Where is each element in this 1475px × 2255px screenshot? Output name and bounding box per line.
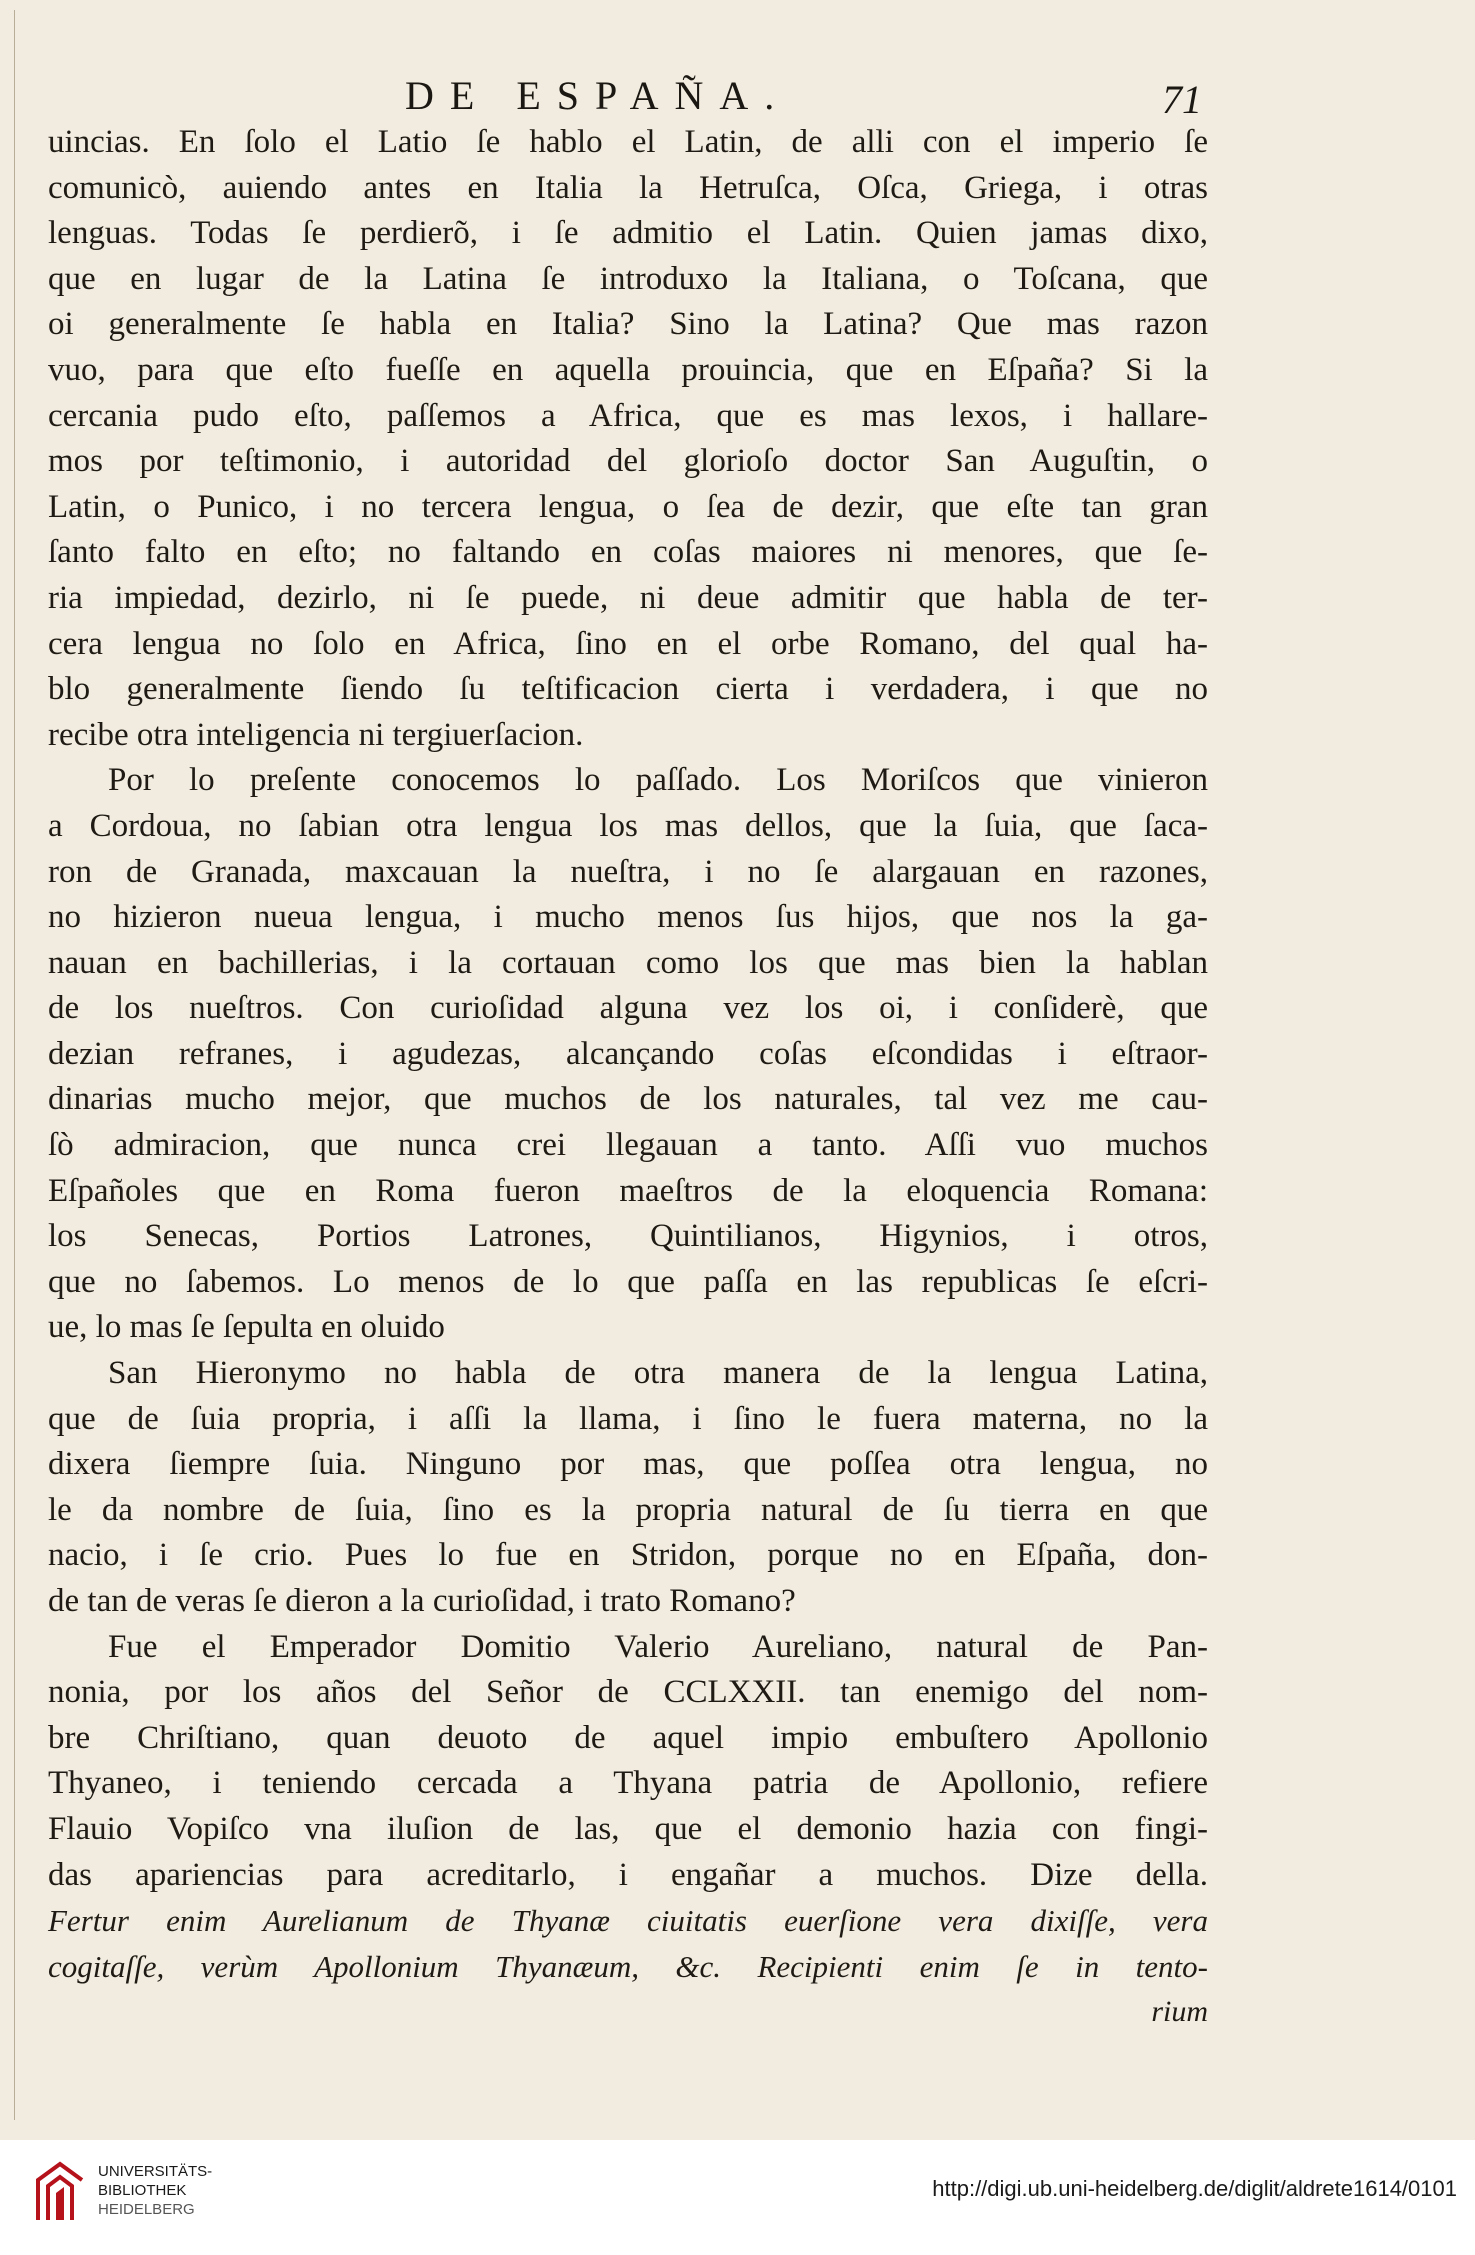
text-line: Fue el Emperador Domitio Valerio Aureliano, natural de Pan- [108, 1628, 1208, 1665]
page-number: 71 [1162, 77, 1202, 122]
text-line: blo generalmente ſiendo ſu teſtificacion cierta i verdadera, i que no [48, 671, 1208, 708]
text-line: de tan de veras ſe dieron a la curioſidad, i trato Romano? [48, 1583, 796, 1619]
text-line: los Senecas, Portios Latrones, Quintilianos, Higynios, i otros, [48, 1218, 1208, 1255]
text-line: le da nombre de ſuia, ſino es la propria natural de ſu tierra en que [48, 1491, 1208, 1528]
text-line: mos por teſtimonio, i autoridad del glorioſo doctor San Auguſtin, o [48, 443, 1208, 480]
text-line: que de ſuia propria, i aſſi la llama, i ſino le fuera materna, no la [48, 1400, 1208, 1437]
text-line: lenguas. Todas ſe perdierõ, i ſe admitio el Latin. Quien jamas dixo, [48, 215, 1208, 252]
text-line: ria impiedad, dezirlo, ni ſe puede, ni deue admitir que habla de ter- [48, 579, 1208, 616]
text-line: ron de Granada, maxcauan la nueſtra, i no ſe alargauan en razones, [48, 853, 1208, 890]
text-line: Eſpañoles que en Roma fueron maeſtros de la eloquencia Romana: [48, 1172, 1208, 1209]
text-line: Thyaneo, i teniendo cercada a Thyana patria de Apollonio, refiere [48, 1765, 1208, 1802]
library-line: BIBLIOTHEK [98, 2182, 187, 2199]
latin-quote-line: Fertur enim Aurelianum de Thyanæ ciuitatis euerſione vera dixiſſe, vera [48, 1903, 1208, 1939]
text-line: Flauio Vopiſco vna iluſion de las, que el demonio hazia con fingi- [48, 1810, 1208, 1847]
text-line: bre Chriſtiano, quan deuoto de aquel impio embuſtero Apollonio [48, 1719, 1208, 1756]
text-line: cera lengua no ſolo en Africa, ſino en el orbe Romano, del qual ha- [48, 625, 1208, 662]
catchword: rium [1151, 1995, 1208, 2029]
text-line: nauan en bachillerias, i la cortauan como los que mas bien la hablan [48, 944, 1208, 981]
text-line: uincias. En ſolo el Latio ſe hablo el Latin, de alli con el imperio ſe [48, 124, 1208, 160]
text-line: comunicò, auiendo antes en Italia la Hetruſca, Oſca, Griega, i otras [48, 169, 1208, 206]
text-line: de los nueſtros. Con curioſidad alguna vez los oi, i conſiderè, que [48, 990, 1208, 1027]
library-name [98, 2162, 212, 2219]
digitization-footer [0, 2140, 1475, 2255]
text-line: ſò admiracion, que nunca crei llegauan a tanto. Aſſi vuo muchos [48, 1127, 1208, 1164]
library-line: HEIDELBERG [98, 2201, 195, 2218]
source-url-link[interactable]: http://digi.ub.uni-heidelberg.de/diglit/aldrete1614/0101 [932, 2176, 1457, 2201]
body-text [48, 120, 1208, 2035]
text-line: vuo, para que eſto fueſſe en aquella prouincia, que en Eſpaña? Si la [48, 351, 1208, 388]
text-line: Por lo preſente conocemos lo paſſado. Los Moriſcos que vinieron [108, 762, 1208, 799]
running-title: DE ESPAÑA. [405, 73, 791, 118]
text-line: ue, lo mas ſe ſepulta en oluido [48, 1309, 445, 1346]
text-line: que en lugar de la Latina ſe introduxo la Italiana, o Toſcana, que [48, 260, 1208, 297]
text-line: recibe otra inteligencia ni tergiuerſacion. [48, 716, 584, 753]
uni-heidelberg-logo-icon [30, 2158, 88, 2226]
text-line: das apariencias para acreditarlo, i engañar a muchos. Dize della. [48, 1856, 1208, 1893]
text-line: no hizieron nueua lengua, i mucho menos ſus hijos, que nos la ga- [48, 899, 1208, 936]
text-line: ſanto falto en eſto; no faltando en coſas maiores ni menores, que ſe- [48, 534, 1208, 571]
text-line: dezian refranes, i agudezas, alcançando coſas eſcondidas i eſtraor- [48, 1035, 1208, 1072]
latin-quote-line: cogitaſſe, verùm Apollonium Thyanæum, &c. Recipienti enim ſe in tento- [48, 1948, 1208, 1984]
library-line: UNIVERSITÄTS- [98, 2163, 213, 2180]
text-line: dixera ſiempre ſuia. Ninguno por mas, que poſſea otra lengua, no [48, 1446, 1208, 1483]
text-line: a Cordoua, no ſabian otra lengua los mas dellos, que la ſuia, que ſaca- [48, 807, 1208, 844]
text-line: San Hieronymo no habla de otra manera de la lengua Latina, [108, 1355, 1208, 1392]
text-line: nonia, por los años del Señor de CCLXXII. tan enemigo del nom- [48, 1674, 1208, 1711]
text-line: dinarias mucho mejor, que muchos de los naturales, tal vez me cau- [48, 1081, 1208, 1118]
text-line: cercania pudo eſto, paſſemos a Africa, que es mas lexos, i hallare- [48, 397, 1208, 434]
text-line: que no ſabemos. Lo menos de lo que paſſa en las republicas ſe eſcri- [48, 1263, 1208, 1300]
text-line: oi generalmente ſe habla en Italia? Sino la Latina? Que mas razon [48, 306, 1208, 343]
text-line: Latin, o Punico, i no tercera lengua, o ſea de dezir, que eſte tan gran [48, 488, 1208, 525]
text-line: nacio, i ſe crio. Pues lo fue en Stridon, porque no en Eſpaña, don- [48, 1537, 1208, 1574]
